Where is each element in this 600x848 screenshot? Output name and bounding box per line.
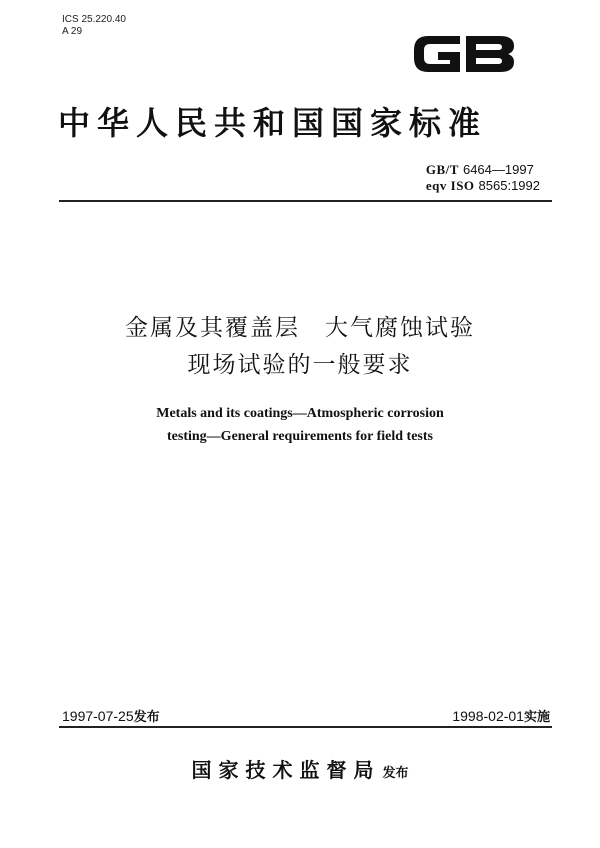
- equivalence-line: [426, 178, 540, 194]
- standard-number-line: [426, 162, 540, 178]
- title-zh-line1: 金属及其覆盖层 大气腐蚀试验: [125, 315, 475, 341]
- effective-label: 实施: [523, 710, 550, 725]
- effective-date: 1998-02-01: [452, 708, 524, 724]
- issuer-action: 发布: [382, 766, 409, 781]
- classification-codes: [62, 14, 126, 38]
- effective-date-block: [452, 706, 550, 725]
- equivalence-number: 8565:1992: [478, 178, 540, 193]
- ics-code: ICS 25.220.40: [62, 14, 126, 25]
- issued-date: 1997-07-25: [62, 708, 134, 724]
- standard-number: 6464—1997: [462, 162, 534, 177]
- title-zh-line2: 现场试验的一般要求: [187, 352, 413, 378]
- equivalence-code: eqv ISO: [425, 178, 475, 193]
- authority-title: 中华人民共和国国家标准: [58, 104, 488, 142]
- title-en-line1: Metals and its coatings—Atmospheric corrosion: [156, 406, 444, 421]
- standard-code: GB/T: [425, 162, 459, 177]
- standard-number-block: [426, 162, 540, 194]
- title-en-line2: testing—General requirements for field tests: [167, 429, 433, 444]
- issued-label: 发布: [133, 710, 160, 725]
- gb-logo: [410, 30, 518, 78]
- issued-date-block: [62, 706, 160, 725]
- issuer-block: [0, 754, 600, 783]
- bottom-divider: [59, 726, 552, 728]
- ccs-code: A 29: [62, 26, 83, 37]
- top-divider: [59, 200, 552, 202]
- issuer-org: 国家技术监督局: [191, 758, 381, 782]
